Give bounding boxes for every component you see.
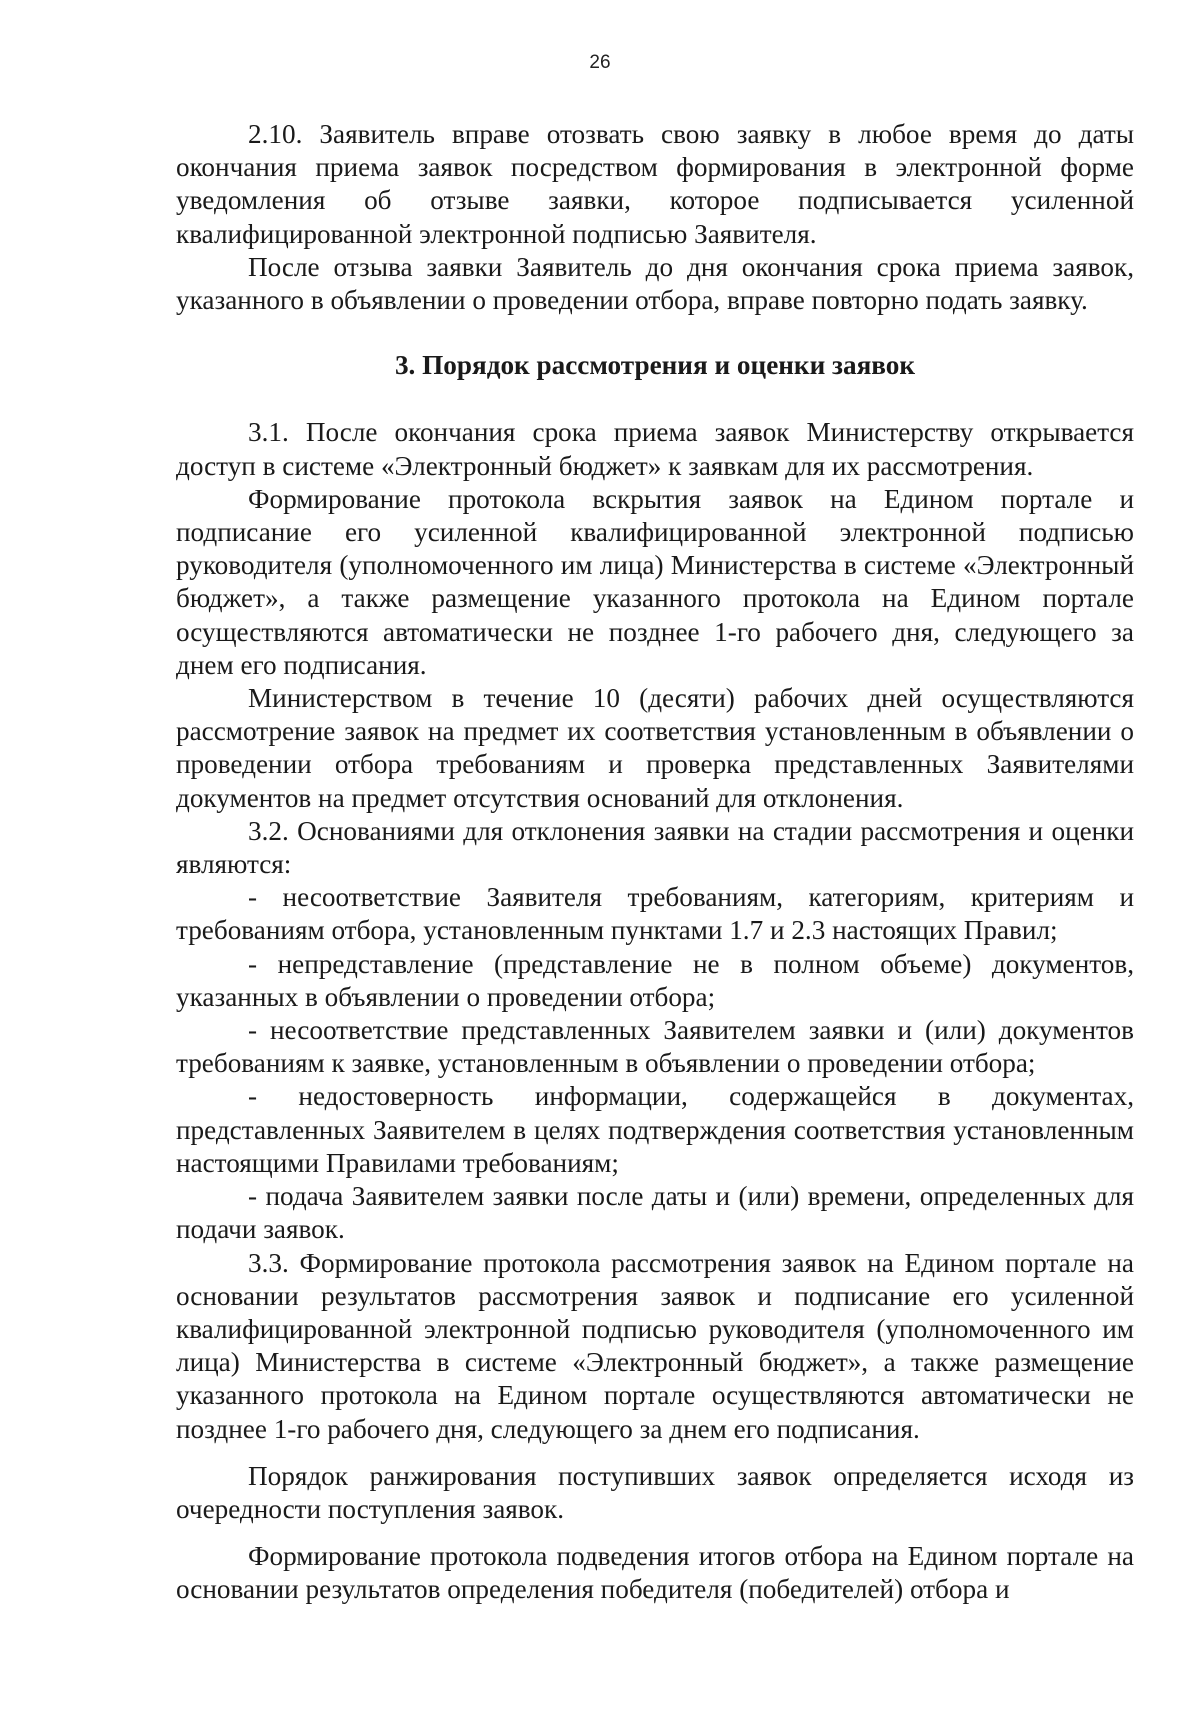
list-item-document-noncompliance: - несоответствие представленных Заявителем заявки и (или) документов требованиям к заявке, установленным в объявлении о проведении отбора;	[176, 1015, 1134, 1079]
section-heading: 3. Порядок рассмотрения и оценки заявок	[394, 350, 916, 381]
paragraph-ranking: Порядок ранжирования поступивших заявок определяется исходя из очередности поступления заявок.	[176, 1460, 1134, 1524]
list-item-noncompliance: - несоответствие Заявителя требованиям, категориям, критериям и требованиям отбора, установленным пунктами 1.7 и 2.3 настоящих Правил;	[176, 882, 1134, 946]
paragraph-review-period: Министерством в течение 10 (десяти) рабочих дней осуществляются рассмотрение заявок на предмет их соответствия установленным в объявлении о проведении отбора требованиям и проверка представленных Заявителями документов на предмет отсутствия оснований для отклонения.	[176, 683, 1134, 813]
paragraph-results-protocol: Формирование протокола подведения итогов отбора на Едином портале на основании результатов определения победителя (победителей) отбора и	[176, 1541, 1134, 1605]
paragraph-2-10: 2.10. Заявитель вправе отозвать свою заявку в любое время до даты окончания приема заявок посредством формирования в электронной форме уведомления об отзыве заявки, которое подписывается усиленной квалифицированной электронной подписью Заявителя.	[176, 119, 1134, 249]
list-item-unreliable-info: - недостоверность информации, содержащейся в документах, представленных Заявителем в целях подтверждения соответствия установленным настоящими Правилами требованиям;	[176, 1081, 1134, 1178]
list-item-nonsubmission: - непредставление (представление не в полном объеме) документов, указанных в объявлении о проведении отбора;	[176, 948, 1134, 1012]
paragraph-3-1: 3.1. После окончания срока приема заявок Министерству открывается доступ в системе «Электронный бюджет» к заявкам для их рассмотрения.	[176, 417, 1134, 481]
paragraph-3-3: 3.3. Формирование протокола рассмотрения заявок на Едином портале на основании результатов рассмотрения заявок и подписание его усиленной квалифицированной электронной подписью руководителя (уполномоченного им лица) Министерства в системе «Электронный бюджет», а также размещение указанного протокола на Едином портале осуществляются автоматически не позднее 1-го рабочего дня, следующего за днем его подписания.	[176, 1247, 1134, 1444]
paragraph-withdrawal-resubmit: После отзыва заявки Заявитель до дня окончания срока приема заявок, указанного в объявлении о проведении отбора, вправе повторно подать заявку.	[176, 251, 1134, 316]
paragraph-3-2: 3.2. Основаниями для отклонения заявки на стадии рассмотрения и оценки являются:	[176, 815, 1134, 880]
list-item-late-submission: - подача Заявителем заявки после даты и (или) времени, определенных для подачи заявок.	[176, 1181, 1134, 1245]
paragraph-opening-protocol: Формирование протокола вскрытия заявок на Едином портале и подписание его усиленной квалифицированной электронной подписью руководителя (уполномоченного им лица) Министерства в системе «Электронный бюджет», а также размещение указанного протокола на Едином портале осуществляются автоматически не позднее 1-го рабочего дня, следующего за днем его подписания.	[176, 483, 1134, 680]
page-number: 26	[589, 52, 611, 73]
document-body	[176, 118, 1134, 1607]
